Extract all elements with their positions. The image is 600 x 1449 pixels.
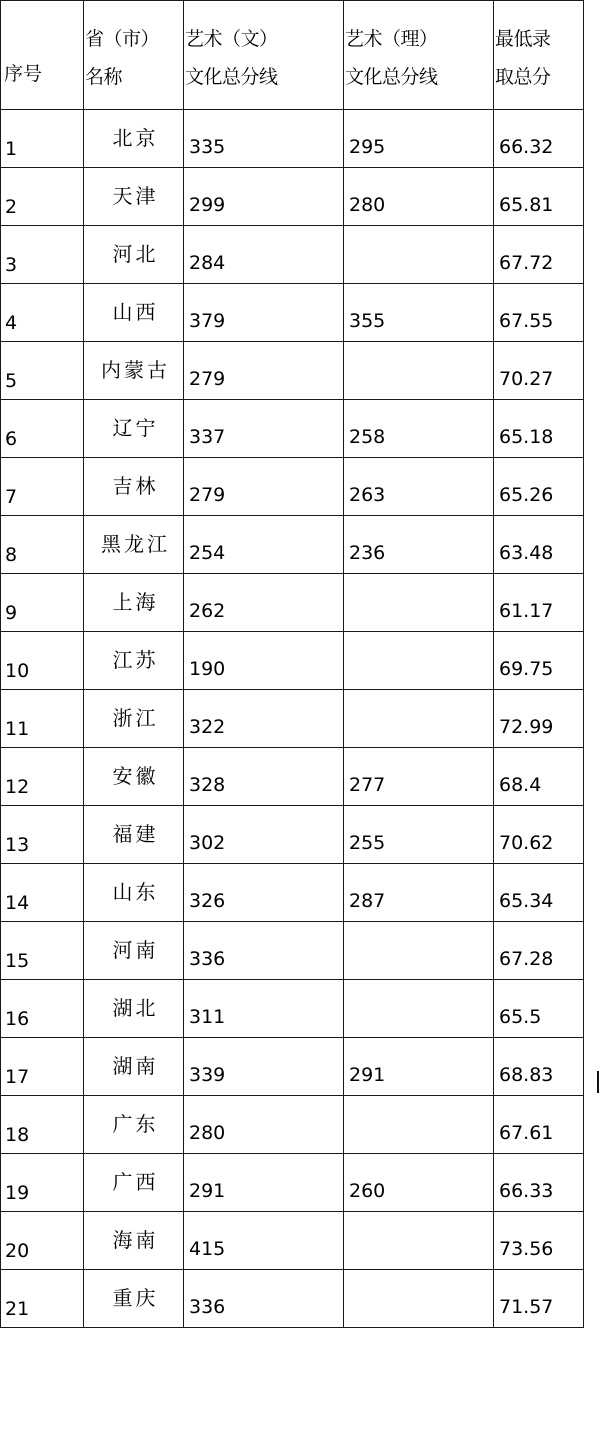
table-row bbox=[1, 1154, 584, 1212]
cell-art-wen bbox=[184, 284, 344, 342]
header-art-wen-line2: 文化总分线 bbox=[185, 66, 278, 88]
cell-min-total-text: 65.26 bbox=[499, 483, 554, 506]
cell-art-li bbox=[344, 632, 494, 690]
table-row bbox=[1, 864, 584, 922]
cell-art-li-text bbox=[344, 710, 493, 728]
cell-index bbox=[1, 168, 84, 226]
cell-art-wen bbox=[184, 1212, 344, 1270]
cell-min-total bbox=[494, 1038, 584, 1096]
header-min-total-line1: 最低录 bbox=[495, 28, 551, 51]
header-art-li-line2: 文化总分线 bbox=[345, 66, 438, 88]
table-header bbox=[1, 1, 584, 110]
cell-art-li bbox=[344, 574, 494, 632]
table-row bbox=[1, 516, 584, 574]
table-row bbox=[1, 690, 584, 748]
cell-province bbox=[84, 516, 184, 574]
cell-index bbox=[1, 516, 84, 574]
cell-art-li bbox=[344, 110, 494, 168]
cell-index bbox=[1, 922, 84, 980]
cell-art-wen-text: 254 bbox=[189, 541, 226, 564]
cell-min-total bbox=[494, 1270, 584, 1328]
cell-min-total bbox=[494, 458, 584, 516]
header-art-wen-line1: 艺术（文） bbox=[185, 28, 278, 51]
header-cell-art-li bbox=[344, 1, 494, 110]
cell-art-li bbox=[344, 980, 494, 1038]
cell-index bbox=[1, 1154, 84, 1212]
cell-province bbox=[84, 400, 184, 458]
cell-index bbox=[1, 1038, 84, 1096]
cell-index-text: 4 bbox=[5, 311, 18, 334]
cell-art-wen-text: 279 bbox=[189, 367, 226, 390]
cell-art-li-text: 280 bbox=[349, 193, 386, 216]
cell-art-wen-text: 302 bbox=[189, 831, 226, 854]
cell-art-wen-text: 336 bbox=[189, 947, 226, 970]
cell-art-li-text bbox=[344, 362, 493, 380]
cell-province-text: 河南 bbox=[112, 938, 159, 962]
cell-art-wen-text: 291 bbox=[189, 1179, 226, 1202]
cell-province bbox=[84, 980, 184, 1038]
cell-art-li bbox=[344, 458, 494, 516]
cell-province bbox=[84, 1038, 184, 1096]
cell-art-li-text: 277 bbox=[349, 773, 386, 796]
cell-art-li-text bbox=[344, 594, 493, 612]
cell-min-total bbox=[494, 1154, 584, 1212]
cell-min-total bbox=[494, 1212, 584, 1270]
table-row bbox=[1, 1212, 584, 1270]
table-row bbox=[1, 806, 584, 864]
cell-min-total bbox=[494, 922, 584, 980]
cell-index bbox=[1, 226, 84, 284]
table-row bbox=[1, 980, 584, 1038]
cell-province bbox=[84, 110, 184, 168]
cell-min-total-text: 68.4 bbox=[499, 773, 542, 796]
table-row bbox=[1, 1038, 584, 1096]
header-cell-index bbox=[1, 1, 84, 110]
cell-index-text: 2 bbox=[5, 195, 18, 218]
cell-province bbox=[84, 632, 184, 690]
cell-province-text: 湖南 bbox=[112, 1054, 159, 1078]
cell-art-wen bbox=[184, 1038, 344, 1096]
cell-art-wen bbox=[184, 806, 344, 864]
cell-province-text: 江苏 bbox=[112, 648, 159, 672]
cell-province-text: 天津 bbox=[112, 184, 159, 208]
cell-art-wen bbox=[184, 980, 344, 1038]
header-cell-art-wen bbox=[184, 1, 344, 110]
cell-art-li-text: 258 bbox=[349, 425, 386, 448]
cell-art-li bbox=[344, 1270, 494, 1328]
cell-province bbox=[84, 284, 184, 342]
cell-index bbox=[1, 864, 84, 922]
table-row bbox=[1, 168, 584, 226]
cell-art-li-text: 287 bbox=[349, 889, 386, 912]
cell-art-li bbox=[344, 516, 494, 574]
cell-min-total-text: 66.33 bbox=[499, 1179, 554, 1202]
cell-index-text: 5 bbox=[5, 369, 18, 392]
header-province-line2: 名称 bbox=[85, 66, 123, 88]
cell-art-wen-text: 279 bbox=[189, 483, 226, 506]
cell-province-text: 内蒙古 bbox=[101, 358, 170, 382]
cell-min-total-text: 67.72 bbox=[499, 251, 554, 274]
cell-province-text: 福建 bbox=[112, 822, 159, 846]
cell-min-total bbox=[494, 632, 584, 690]
table-row bbox=[1, 922, 584, 980]
cell-province bbox=[84, 806, 184, 864]
cell-min-total-text: 73.56 bbox=[499, 1237, 554, 1260]
header-min-total-line2: 取总分 bbox=[495, 66, 551, 88]
cell-art-wen-text: 336 bbox=[189, 1295, 226, 1318]
header-art-li-line1: 艺术（理） bbox=[345, 28, 438, 51]
cell-art-li-text bbox=[344, 246, 493, 264]
cell-province bbox=[84, 1096, 184, 1154]
cell-index-text: 6 bbox=[5, 427, 18, 450]
cell-art-li-text: 255 bbox=[349, 831, 386, 854]
cell-art-wen-text: 335 bbox=[189, 135, 226, 158]
cell-art-wen bbox=[184, 458, 344, 516]
table-row bbox=[1, 748, 584, 806]
cell-index-text: 15 bbox=[5, 949, 30, 972]
cell-art-li bbox=[344, 1212, 494, 1270]
cell-min-total-text: 69.75 bbox=[499, 657, 554, 680]
cell-min-total bbox=[494, 574, 584, 632]
cell-province bbox=[84, 574, 184, 632]
table-row bbox=[1, 458, 584, 516]
cell-index bbox=[1, 400, 84, 458]
cell-art-li-text bbox=[344, 1290, 493, 1308]
cell-min-total bbox=[494, 284, 584, 342]
cell-province-text: 湖北 bbox=[112, 996, 159, 1020]
cell-art-wen-text: 311 bbox=[189, 1005, 226, 1028]
table-row bbox=[1, 1270, 584, 1328]
cell-province-text: 河北 bbox=[112, 242, 159, 266]
cell-art-li bbox=[344, 922, 494, 980]
cell-province-text: 山西 bbox=[112, 300, 159, 324]
cell-art-wen-text: 328 bbox=[189, 773, 226, 796]
cell-art-li bbox=[344, 226, 494, 284]
cell-art-li bbox=[344, 168, 494, 226]
header-cell-min-total bbox=[494, 1, 584, 110]
cell-art-wen bbox=[184, 922, 344, 980]
cell-index-text: 17 bbox=[5, 1065, 30, 1088]
cell-province bbox=[84, 864, 184, 922]
cell-min-total bbox=[494, 1096, 584, 1154]
header-row bbox=[1, 1, 584, 110]
cell-art-li-text bbox=[344, 1232, 493, 1250]
cell-art-li-text bbox=[344, 652, 493, 670]
page-edge-mark bbox=[597, 1071, 599, 1093]
cell-index bbox=[1, 284, 84, 342]
cell-index bbox=[1, 1212, 84, 1270]
cell-art-wen bbox=[184, 748, 344, 806]
cell-art-li bbox=[344, 1038, 494, 1096]
cell-min-total bbox=[494, 516, 584, 574]
cell-province bbox=[84, 1270, 184, 1328]
cell-province-text: 黑龙江 bbox=[101, 532, 170, 556]
cell-province bbox=[84, 1154, 184, 1212]
cell-province-text: 吉林 bbox=[112, 474, 159, 498]
cell-art-li bbox=[344, 342, 494, 400]
cell-art-li-text bbox=[344, 1116, 493, 1134]
cell-art-li bbox=[344, 690, 494, 748]
cell-art-li-text: 260 bbox=[349, 1179, 386, 1202]
cell-index-text: 9 bbox=[5, 601, 18, 624]
cell-province bbox=[84, 168, 184, 226]
cell-index bbox=[1, 574, 84, 632]
cell-province-text: 海南 bbox=[112, 1228, 159, 1252]
cell-min-total bbox=[494, 342, 584, 400]
cell-art-wen bbox=[184, 690, 344, 748]
cell-art-wen bbox=[184, 342, 344, 400]
cell-art-li-text: 291 bbox=[349, 1063, 386, 1086]
cell-index bbox=[1, 980, 84, 1038]
cell-index bbox=[1, 806, 84, 864]
cell-index-text: 12 bbox=[5, 775, 30, 798]
cell-index-text: 7 bbox=[5, 485, 18, 508]
table-row bbox=[1, 632, 584, 690]
cell-index-text: 8 bbox=[5, 543, 18, 566]
cell-min-total-text: 67.28 bbox=[499, 947, 554, 970]
cell-art-wen bbox=[184, 632, 344, 690]
cell-art-wen bbox=[184, 226, 344, 284]
cell-art-wen bbox=[184, 516, 344, 574]
cell-index bbox=[1, 690, 84, 748]
cell-art-wen bbox=[184, 168, 344, 226]
cell-index-text: 11 bbox=[5, 717, 30, 740]
cell-art-wen-text: 190 bbox=[189, 657, 226, 680]
cell-province-text: 安徽 bbox=[112, 764, 159, 788]
cell-index-text: 21 bbox=[5, 1297, 30, 1320]
cell-min-total-text: 61.17 bbox=[499, 599, 554, 622]
cell-min-total bbox=[494, 748, 584, 806]
cell-min-total bbox=[494, 400, 584, 458]
cell-art-li-text: 236 bbox=[349, 541, 386, 564]
cell-min-total-text: 66.32 bbox=[499, 135, 554, 158]
cell-art-li-text bbox=[344, 1000, 493, 1018]
cell-art-wen-text: 262 bbox=[189, 599, 226, 622]
table-row bbox=[1, 226, 584, 284]
cell-index-text: 20 bbox=[5, 1239, 30, 1262]
cell-min-total-text: 67.55 bbox=[499, 309, 554, 332]
cell-art-wen bbox=[184, 400, 344, 458]
cell-index bbox=[1, 748, 84, 806]
cell-index-text: 10 bbox=[5, 659, 30, 682]
cell-province-text: 重庆 bbox=[112, 1286, 159, 1310]
cell-min-total-text: 65.5 bbox=[499, 1005, 542, 1028]
cell-province-text: 辽宁 bbox=[112, 416, 159, 440]
cell-province-text: 广东 bbox=[112, 1112, 159, 1136]
table-row bbox=[1, 574, 584, 632]
cell-min-total-text: 71.57 bbox=[499, 1295, 554, 1318]
cell-art-wen bbox=[184, 864, 344, 922]
cell-min-total bbox=[494, 168, 584, 226]
cell-art-wen-text: 322 bbox=[189, 715, 226, 738]
table-row bbox=[1, 400, 584, 458]
cell-art-wen bbox=[184, 110, 344, 168]
cell-art-li-text: 263 bbox=[349, 483, 386, 506]
cell-min-total bbox=[494, 690, 584, 748]
cell-art-li bbox=[344, 748, 494, 806]
cell-art-wen-text: 339 bbox=[189, 1063, 226, 1086]
cell-index-text: 18 bbox=[5, 1123, 30, 1146]
cell-province-text: 上海 bbox=[112, 590, 159, 614]
header-index-label: 序号 bbox=[4, 63, 43, 86]
cell-art-li bbox=[344, 1096, 494, 1154]
cell-province bbox=[84, 922, 184, 980]
cell-art-wen-text: 379 bbox=[189, 309, 226, 332]
cell-min-total bbox=[494, 226, 584, 284]
cell-min-total-text: 63.48 bbox=[499, 541, 554, 564]
cell-art-li-text: 355 bbox=[349, 309, 386, 332]
cell-art-wen-text: 299 bbox=[189, 193, 226, 216]
cell-art-wen bbox=[184, 1096, 344, 1154]
table-row bbox=[1, 342, 584, 400]
cell-min-total bbox=[494, 980, 584, 1038]
cell-art-wen bbox=[184, 1270, 344, 1328]
table-row bbox=[1, 110, 584, 168]
cell-province-text: 北京 bbox=[112, 126, 159, 150]
cell-index bbox=[1, 1270, 84, 1328]
cell-index bbox=[1, 1096, 84, 1154]
cell-min-total-text: 65.18 bbox=[499, 425, 554, 448]
cell-province bbox=[84, 690, 184, 748]
cell-art-wen bbox=[184, 1154, 344, 1212]
cell-index bbox=[1, 632, 84, 690]
cell-province-text: 山东 bbox=[112, 880, 159, 904]
cell-min-total-text: 65.34 bbox=[499, 889, 554, 912]
cell-index bbox=[1, 458, 84, 516]
cell-art-li-text bbox=[344, 942, 493, 960]
cell-art-li bbox=[344, 806, 494, 864]
cell-index bbox=[1, 110, 84, 168]
cell-art-li bbox=[344, 284, 494, 342]
cell-art-wen bbox=[184, 574, 344, 632]
header-cell-province bbox=[84, 1, 184, 110]
cell-index-text: 16 bbox=[5, 1007, 30, 1030]
cell-art-wen-text: 337 bbox=[189, 425, 226, 448]
cell-min-total bbox=[494, 864, 584, 922]
header-province-line1: 省（市） bbox=[85, 28, 160, 51]
cell-province bbox=[84, 342, 184, 400]
cell-province-text: 广西 bbox=[112, 1170, 159, 1194]
cell-min-total-text: 65.81 bbox=[499, 193, 554, 216]
cell-min-total bbox=[494, 806, 584, 864]
cell-province bbox=[84, 1212, 184, 1270]
cell-art-wen-text: 415 bbox=[189, 1237, 226, 1260]
cell-min-total bbox=[494, 110, 584, 168]
cell-index-text: 3 bbox=[5, 253, 18, 276]
cell-art-wen-text: 284 bbox=[189, 251, 226, 274]
cell-index-text: 1 bbox=[5, 137, 18, 160]
table-body bbox=[1, 110, 584, 1328]
table-row bbox=[1, 284, 584, 342]
cell-index-text: 19 bbox=[5, 1181, 30, 1204]
cell-art-wen-text: 326 bbox=[189, 889, 226, 912]
cell-art-li bbox=[344, 864, 494, 922]
cell-min-total-text: 72.99 bbox=[499, 715, 554, 738]
cell-min-total-text: 68.83 bbox=[499, 1063, 554, 1086]
cell-art-wen-text: 280 bbox=[189, 1121, 226, 1144]
cell-province bbox=[84, 226, 184, 284]
table-row bbox=[1, 1096, 584, 1154]
cell-province-text: 浙江 bbox=[112, 706, 159, 730]
cell-index bbox=[1, 342, 84, 400]
cell-province bbox=[84, 458, 184, 516]
cell-art-li-text: 295 bbox=[349, 135, 386, 158]
cell-min-total-text: 70.27 bbox=[499, 367, 554, 390]
cell-index-text: 14 bbox=[5, 891, 30, 914]
cell-art-li bbox=[344, 400, 494, 458]
cell-art-li bbox=[344, 1154, 494, 1212]
cell-min-total-text: 70.62 bbox=[499, 831, 554, 854]
cell-min-total-text: 67.61 bbox=[499, 1121, 554, 1144]
cell-index-text: 13 bbox=[5, 833, 30, 856]
cell-province bbox=[84, 748, 184, 806]
